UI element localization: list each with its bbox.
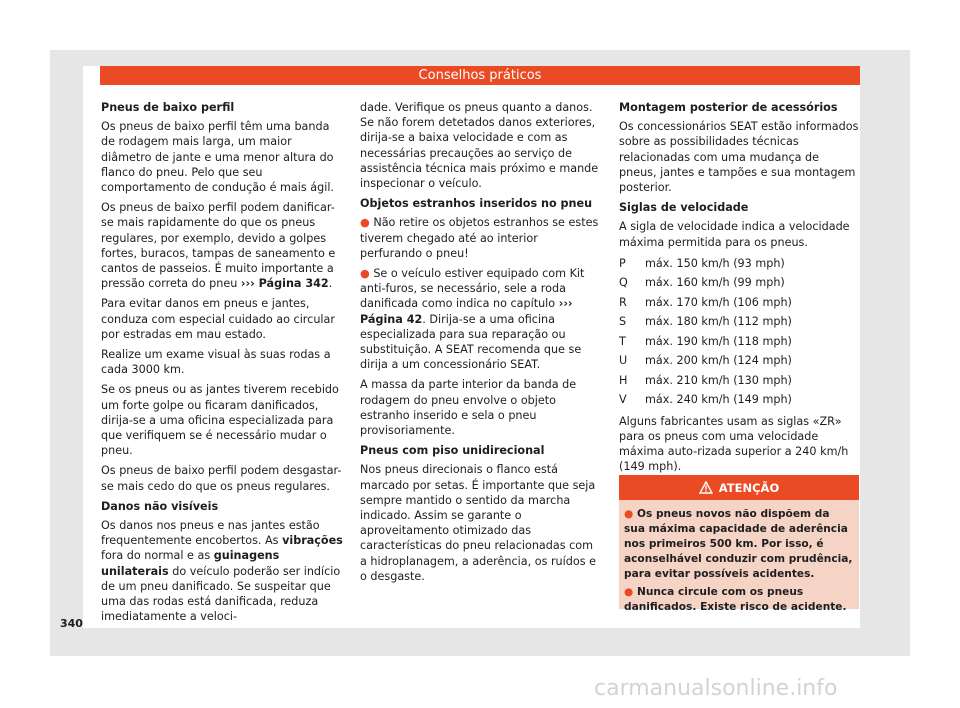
paragraph: Os concessionários SEAT estão informados sobre as possibilidades técnicas relacionadas com uma mudança de pneus, jantes e tampões e sua montagem posterior. [619,120,859,195]
paragraph: Alguns fabricantes usam as siglas «ZR» para os pneus com uma velocidade máxima auto-rizada superior a 240 km/h (149 mph). [619,414,849,474]
heading-invisible-damage: Danos não visíveis [101,499,219,513]
paragraph: Os pneus de baixo perfil têm uma banda de rodagem mais larga, um maior diâmetro de jante e uma menor altura do flanco do pneu. Pelo que seu comportamento de condução é mais ágil. [101,120,334,195]
column-1 [101,100,344,630]
warning-box [619,475,859,613]
speed-row: S máx. 180 km/h (112 mph) [619,315,792,329]
speed-row: Q máx. 160 km/h (99 mph) [619,276,785,290]
bullet-icon: ● [624,586,634,598]
paragraph: Para evitar danos em pneus e jantes, conduza com especial cuidado ao circular por estradas em mau estado. [101,297,335,341]
bullet-icon: ● [360,216,370,230]
bullet-icon: ● [360,267,370,281]
warning-item: ● Os pneus novos não dispõem da sua máxima capacidade de aderência nos primeiros 500 km. Por isso, é aconselhável conduzir com prudência, para evitar possíveis acidentes. [624,508,853,580]
column-3 [619,100,859,479]
speed-row: H máx. 210 km/h (130 mph) [619,373,792,387]
speed-row: T máx. 190 km/h (118 mph) [619,334,792,348]
bullet-item: ● Se o veículo estiver equipado com Kit anti-furos, se necessário, sele a roda danificada como indica no capítulo ››› Página 42. Dirija-se a uma oficina especializada para sua reparação ou substituição. A SEAT recomenda que se dirija a um concessionário SEAT. [360,267,585,372]
speed-row: P máx. 150 km/h (93 mph) [619,256,785,270]
heading-accessories: Montagem posterior de acessórios [619,101,838,114]
watermark: carmanualsonline.info [594,676,838,701]
heading-unidirectional: Pneus com piso unidirecional [360,444,545,458]
paragraph: Os pneus de baixo perfil podem danificar-se mais rapidamente do que os pneus regulares, por exemplo, devido a golpes fortes, buracos, tampas de saneamento e cantos de passeios. É muito importante a pressão correta do pneu ››› Página 342. [101,201,336,291]
paragraph: dade. Verifique os pneus quanto a danos. Se não forem detetados danos exteriores, dirija-se a baixa velocidade e com as necessárias precauções ao serviço de assistência técnica mais próximo e mande inspecionar o veículo. [360,101,599,191]
speed-row: U máx. 200 km/h (124 mph) [619,354,792,368]
warning-body [619,500,859,615]
paragraph: Os danos nos pneus e nas jantes estão frequentemente encobertos. As vibrações fora do normal e as guinagens unilaterais do veículo poderão ser indício de um pneu danificado. Se suspeitar que uma das rodas está danificada, reduza imediatamente a veloci- [101,519,343,624]
warning-title: ATENÇÃO [718,480,780,495]
paragraph: Realize um exame visual às suas rodas a cada 3000 km. [101,348,331,377]
warning-item: ● Nunca circule com os pneus danificados. Existe risco de acidente. [624,586,847,613]
page-reference-link[interactable]: ››› Página 42 [360,297,573,326]
column-2 [360,100,600,589]
bullet-item: ● Não retire os objetos estranhos se estes tiverem chegado até ao interior perfurando o pneu! [360,216,599,260]
paragraph: Se os pneus ou as jantes tiverem recebido um forte golpe ou ficaram danificados, dirija-se a uma oficina especializada para que verifiquem se é necessário mudar o pneu. [101,383,339,458]
paragraph: Os pneus de baixo perfil podem desgastar-se mais cedo do que os pneus regulares. [101,464,342,493]
paragraph: Nos pneus direcionais o flanco está marcado por setas. É importante que seja sempre mantido o sentido da marcha indicado. Assim se garante o aproveitamento otimizado das características do pneu relacionadas com a hidroplanagem, a aderência, os ruídos e o desgaste. [360,463,596,583]
heading-speed-symbols: Siglas de velocidade [619,201,749,215]
paragraph: A sigla de velocidade indica a velocidade máxima permitida para os pneus. [619,220,850,249]
page-number: 340 [60,617,83,630]
page-reference-link[interactable]: ››› Página 342 [240,277,329,291]
bullet-icon: ● [624,508,634,520]
warning-header [619,475,859,500]
speed-row: R máx. 170 km/h (106 mph) [619,295,792,309]
heading-low-profile-tires: Pneus de baixo perfil [101,101,235,114]
speed-list [619,256,859,408]
section-header: Conselhos práticos [100,66,860,85]
heading-foreign-objects: Objetos estranhos inseridos no pneu [360,197,593,211]
speed-row: V máx. 240 km/h (149 mph) [619,393,792,407]
paragraph: A massa da parte interior da banda de rodagem do pneu envolve o objeto estranho inserido e sela o pneu provisoriamente. [360,378,577,438]
warning-triangle-icon [699,481,713,494]
